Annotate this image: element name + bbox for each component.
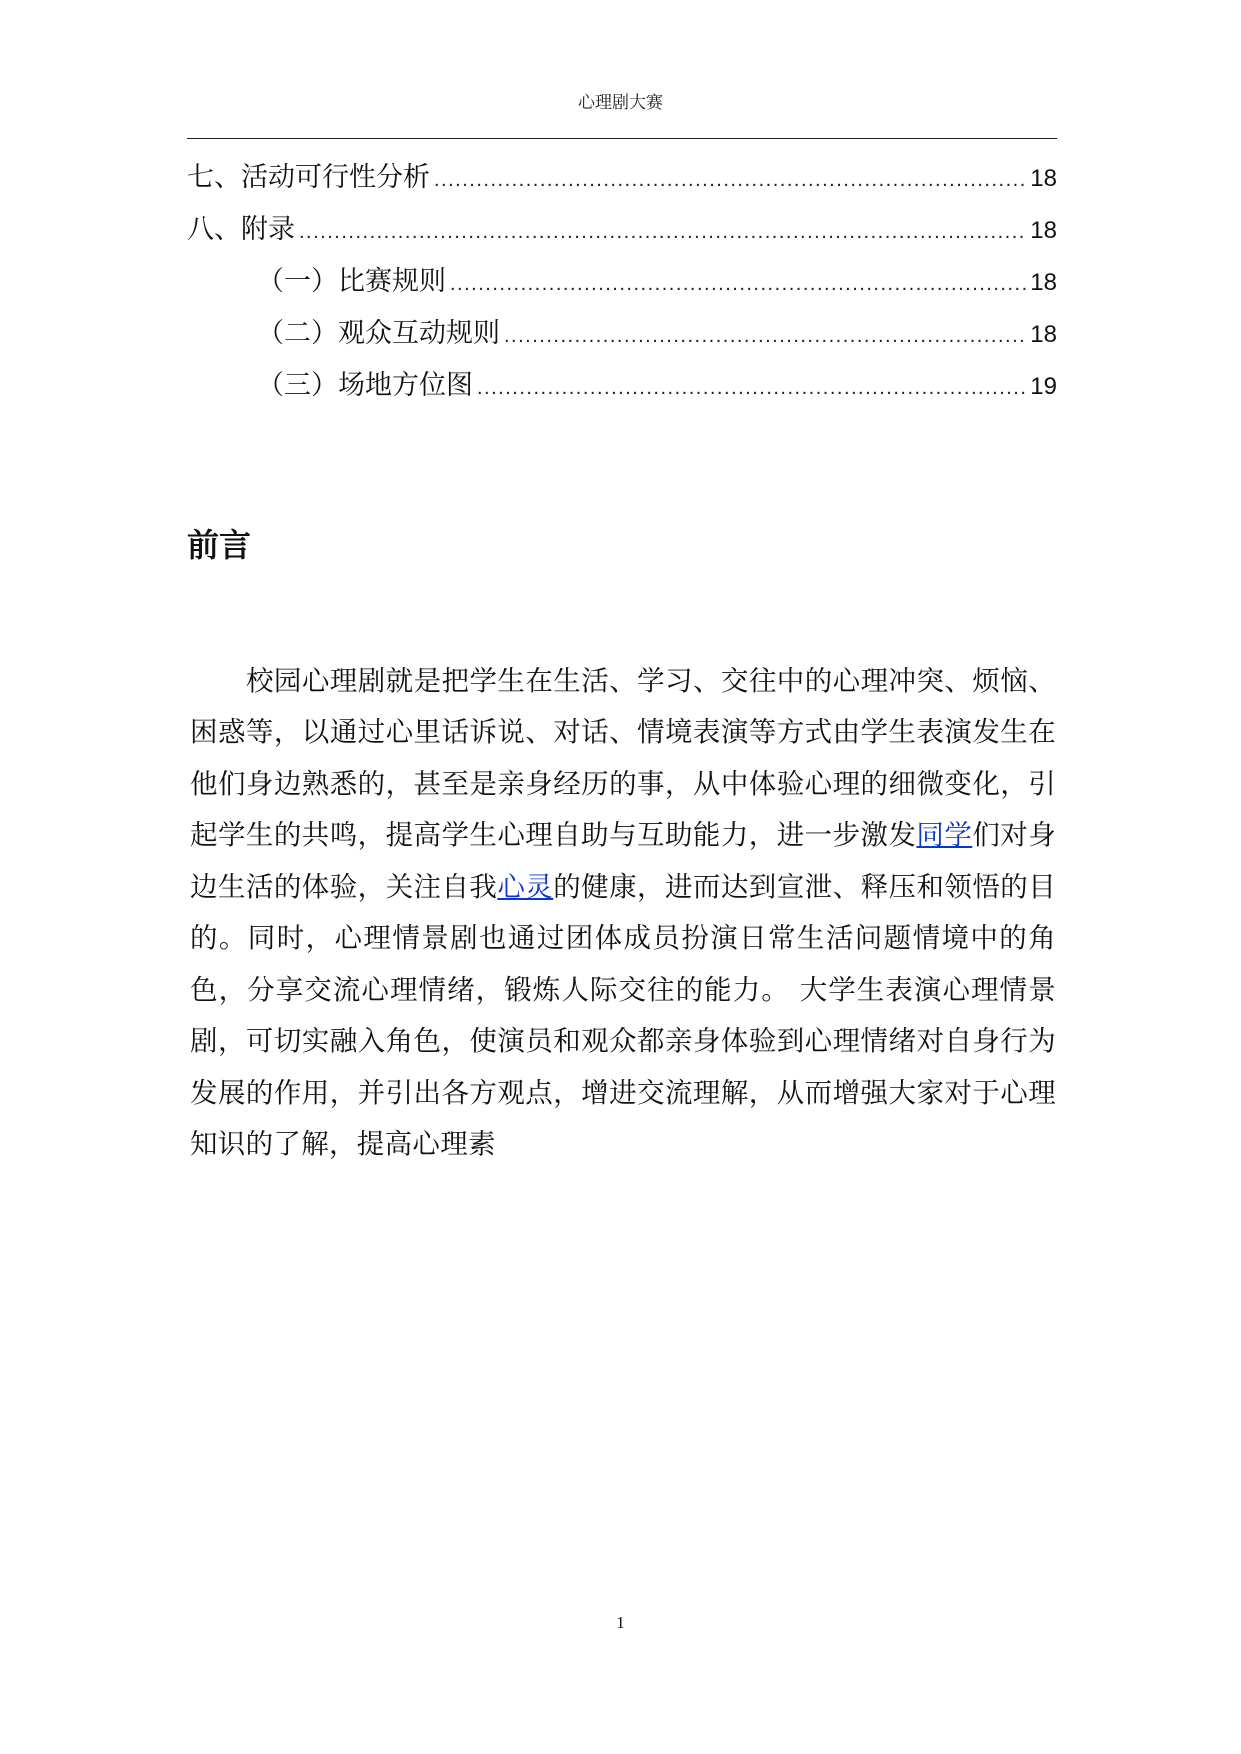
toc-entry-page: 18	[1030, 217, 1057, 244]
page-header: 心理剧大赛	[578, 93, 663, 113]
toc-subentry[interactable]	[187, 360, 1057, 412]
preface-paragraph	[190, 656, 1056, 1171]
toc-entry-page: 18	[1030, 321, 1057, 348]
toc-entry-label: 七、活动可行性分析	[187, 162, 430, 193]
preface-text: 的健康，进而达到宣泄、释压和领悟的目的。同时，心理情景剧也通过团体成员扮演日常生活问题情境中的角色，分享交流心理情绪，锻炼人际交往的能力。 大学生表演心理情景剧，可切实融入角色，使演员和观众都亲身体验到心理情绪对自身行为发展的作用，并引出各方观点，增进交流理解，从而增强大家对于心理知识的了解，提高心理素	[190, 870, 1056, 1160]
preface-heading: 前言	[187, 526, 252, 564]
header-divider	[187, 138, 1057, 139]
toc-entry-label: （三）场地方位图	[257, 370, 473, 401]
link-xinling[interactable]: 心灵	[497, 870, 554, 903]
toc-leader-dots	[434, 154, 1026, 206]
toc-subentry[interactable]	[187, 308, 1057, 360]
link-tongxue[interactable]: 同学	[916, 819, 973, 851]
preface-text: 校园心理剧就是把学生在生活、学习、交往中的心理冲突、烦恼、困惑等，以通过心里话诉说、对话、情境表演等方式由学生表演发生在他们身边熟悉的，甚至是亲身经历的事，从中体验心理的细微变化，引起学生的共鸣，提高学生心理自助与互助能力，进一步激发	[190, 664, 1056, 851]
toc-leader-dots	[504, 310, 1026, 362]
toc-subentry[interactable]	[187, 256, 1057, 308]
page-number: 1	[616, 1613, 625, 1632]
toc-entry[interactable]	[187, 152, 1057, 204]
toc-leader-dots	[450, 258, 1026, 310]
toc-entry-label: （二）观众互动规则	[257, 318, 500, 349]
table-of-contents	[187, 152, 1057, 412]
toc-entry-page: 18	[1030, 269, 1057, 296]
toc-leader-dots	[477, 362, 1026, 414]
toc-entry-label: （一）比赛规则	[257, 266, 446, 297]
toc-entry-page: 18	[1030, 165, 1057, 192]
toc-entry-page: 19	[1030, 373, 1057, 400]
preface-text: 们对身边生活的体验，关注自我	[190, 819, 1056, 903]
toc-entry[interactable]	[187, 204, 1057, 256]
toc-entry-label: 八、附录	[187, 214, 295, 245]
toc-leader-dots	[299, 206, 1026, 258]
